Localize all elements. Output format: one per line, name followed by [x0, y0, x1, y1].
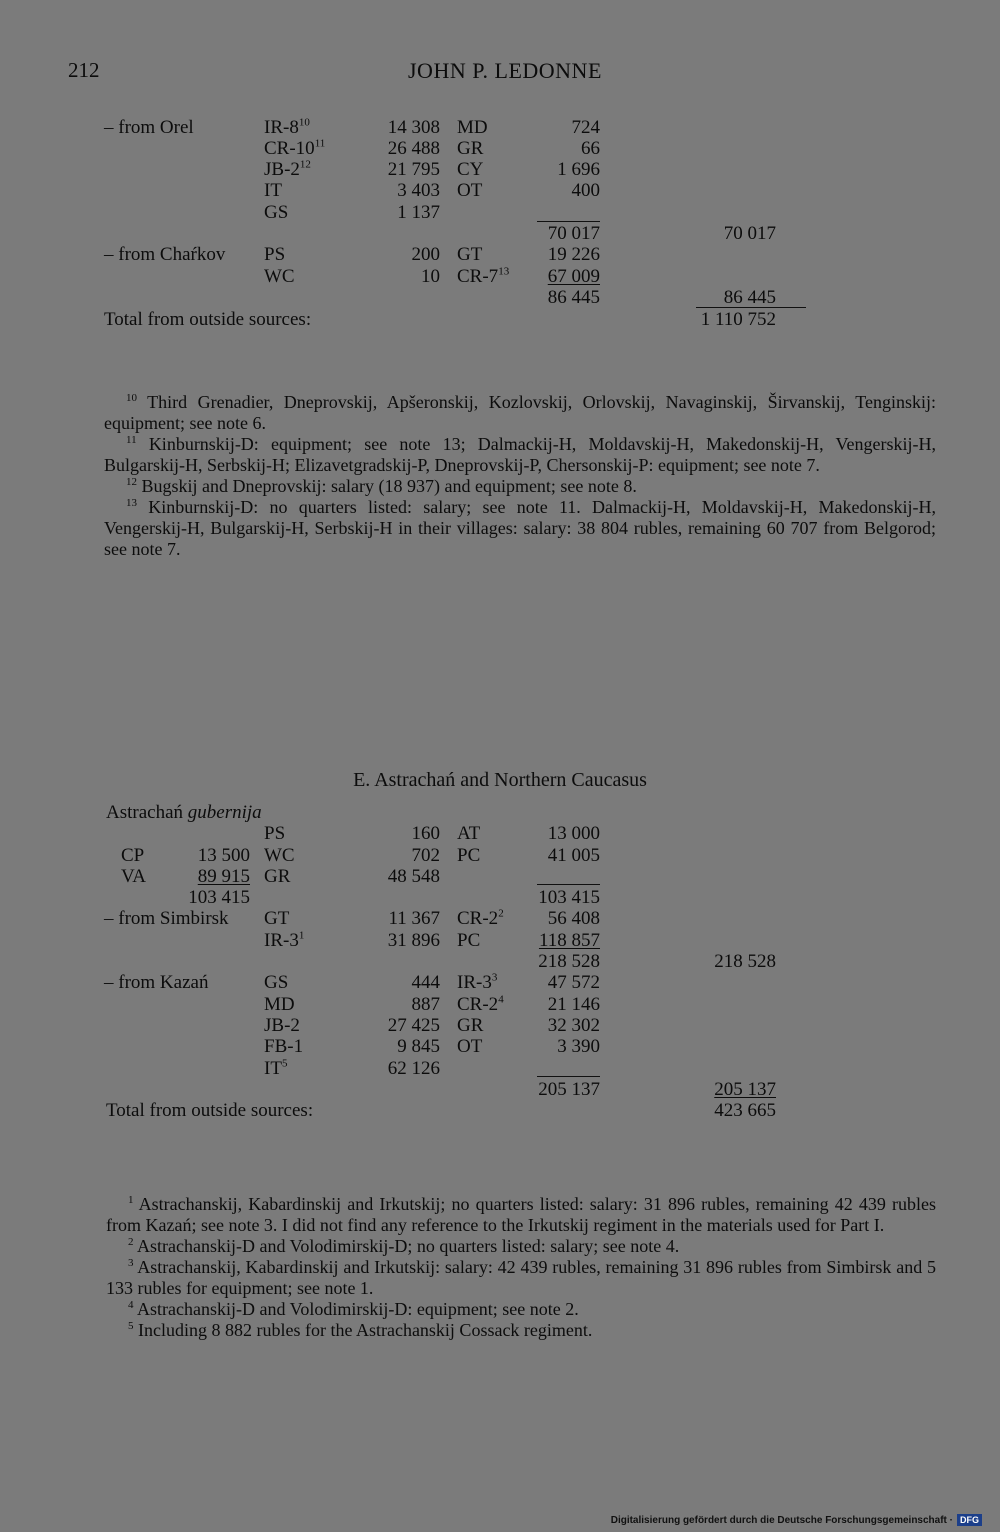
footnote: $^{12}$ Bugskij and Dneprovskij: salary (18 937) and equipment; see note 8.: [126, 476, 637, 496]
dfg-logo-icon: DFG: [957, 1514, 982, 1526]
table-cell: JB-2: [264, 1015, 300, 1036]
table-cell: 41 005: [547, 845, 600, 866]
table-cell: PC: [457, 845, 481, 866]
table-cell: 3 390: [557, 1036, 600, 1057]
grand-total: 1 110 752: [700, 309, 776, 330]
table-cell: 3 403: [397, 180, 440, 201]
sum-rule: [537, 1076, 600, 1077]
simbirsk-total: 218 528: [714, 951, 776, 972]
table-cell: IT: [264, 180, 282, 201]
kazan-subtotal: 205 137: [538, 1079, 600, 1100]
charkov-subtotal: 86 445: [547, 287, 600, 308]
table-cell: 21 795: [387, 159, 440, 180]
row-label-orel: – from Orel: [104, 117, 194, 138]
table-cell: GT: [264, 908, 290, 929]
footnote: $^1$ Astrachanskij, Kabardinskij and Irkutskij; no quarters listed: salary: 31 896 rubles, remaining 42 439 rubles from Kazań; see note 3. I did not find any reference to the Irkutskij regiment in the materials used for Part I.: [106, 1194, 936, 1235]
footnotes-1: [104, 392, 936, 560]
table-cell: 118 857: [538, 930, 600, 951]
left-sum: 103 415: [188, 887, 250, 908]
sum-rule: [537, 884, 600, 885]
footnotes-2: [106, 1194, 936, 1341]
footnote: $^5$ Including 8 882 rubles for the Astrachanskij Cossack regiment.: [128, 1320, 593, 1340]
table-cell: GT: [457, 244, 483, 265]
table-cell: 160: [411, 823, 440, 844]
footnote: $^{13}$ Kinburnskij-D: no quarters listed: salary; see note 11. Dalmackij-H, Moldavskij-H, Makedonskij-H, Vengerskij-H, Bulgarskij-H, Serbskij-H in their villages: salary: 38 804 rubles, remaining 60 707 from Belgorod; see note 7.: [104, 497, 937, 559]
table-cell: OT: [457, 1036, 483, 1057]
sum-rule: [696, 307, 806, 308]
sum-rule: [537, 221, 600, 222]
table-cell: VA: [121, 866, 146, 887]
right-sum: 103 415: [538, 887, 600, 908]
table-cell: 400: [571, 180, 600, 201]
table-cell: $IR-8^{10}$: [264, 116, 310, 138]
table-cell: GS: [264, 972, 289, 993]
table-cell: 56 408: [547, 908, 600, 929]
total-label: Total from outside sources:: [104, 309, 312, 330]
table-cell: $CR-7^{13}$: [457, 265, 510, 287]
table-cell: 200: [411, 244, 440, 265]
gubernija-label: Astrachań gubernija: [106, 802, 262, 823]
table-cell: 13 000: [547, 823, 600, 844]
page-number: 212: [68, 58, 100, 82]
table-cell: WC: [264, 266, 295, 287]
table-cell: 47 572: [547, 972, 600, 993]
table-cell: PC: [457, 930, 481, 951]
table-cell: PS: [264, 244, 286, 265]
table-cell: $CR-2^2$: [457, 907, 504, 929]
table-cell: 1 137: [397, 202, 440, 223]
table-cell: PS: [264, 823, 286, 844]
table-cell: 702: [411, 845, 440, 866]
table-cell: $IR-3^1$: [264, 929, 305, 951]
table-cell: 21 146: [547, 994, 600, 1015]
row-label-charkov: – from Chaŕkov: [104, 244, 226, 265]
charkov-total: 86 445: [723, 287, 776, 308]
footnote: $^2$ Astrachanskij-D and Volodimirskij-D; no quarters listed: salary; see note 4.: [128, 1236, 680, 1256]
table-cell: GR: [457, 138, 484, 159]
table-cell: MD: [264, 994, 295, 1015]
table-cell: 48 548: [387, 866, 440, 887]
table-cell: OT: [457, 180, 483, 201]
table-cell: 444: [411, 972, 440, 993]
table-cell: $CR-10^{11}$: [264, 137, 326, 159]
orel-subtotal: 70 017: [547, 223, 600, 244]
table-cell: 19 226: [547, 244, 600, 265]
simbirsk-subtotal: 218 528: [538, 951, 600, 972]
table-cell: CY: [457, 159, 484, 180]
table-cell: $IT^5$: [264, 1057, 288, 1079]
table-cell: $IR-3^3$: [457, 971, 498, 993]
table-cell: GR: [457, 1015, 484, 1036]
table-cell: GS: [264, 202, 289, 223]
footer-text: Digitalisierung gefördert durch die Deutsche Forschungsgemeinschaft ·: [610, 1514, 953, 1526]
table-cell: 1 696: [557, 159, 600, 180]
table-cell: 887: [411, 994, 440, 1015]
table-cell: 67 009: [547, 266, 600, 287]
table-cell: $CR-2^4$: [457, 993, 504, 1015]
table-cell: 14 308: [387, 117, 440, 138]
footnote: $^{11}$ Kinburnskij-D: equipment; see note 13; Dalmackij-H, Moldavskij-H, Makedonskij-H, Vengerskij-H, Bulgarskij-H, Serbskij-H; Elizavetgradskij-P, Dneprovskij-P, Chersonskij-P: equipment; see note 7.: [104, 434, 937, 475]
table-cell: 62 126: [387, 1058, 440, 1079]
table-cell: 10: [421, 266, 440, 287]
table-cell: 32 302: [547, 1015, 600, 1036]
table-cell: AT: [457, 823, 481, 844]
table-cell: 66: [581, 138, 600, 159]
footnote: $^{10}$ Third Grenadier, Dneprovskij, Apšeronskij, Kozlovskij, Orlovskij, Navaginskij, Širvanskij, Tenginskij: equipment; see note 6.: [104, 392, 936, 433]
table-cell: CP: [121, 845, 145, 866]
table-cell: 89 915: [197, 866, 250, 887]
orel-total: 70 017: [723, 223, 776, 244]
table-cell: 11 367: [388, 908, 440, 929]
table-cell: 9 845: [397, 1036, 440, 1057]
table-cell: 31 896: [387, 930, 440, 951]
kazan-total: 205 137: [714, 1079, 776, 1100]
row-label-kazan: – from Kazań: [104, 972, 209, 993]
table-cell: 724: [571, 117, 600, 138]
section-title: E. Astrachań and Northern Caucasus: [353, 769, 647, 791]
table-cell: WC: [264, 845, 295, 866]
table-cell: 13 500: [197, 845, 250, 866]
running-head: JOHN P. LEDONNE: [408, 58, 602, 83]
digitization-footer: [611, 1514, 982, 1526]
total-label: Total from outside sources:: [106, 1100, 314, 1121]
grand-total: 423 665: [714, 1100, 776, 1121]
table-cell: 27 425: [387, 1015, 440, 1036]
table-cell: MD: [457, 117, 488, 138]
row-label-simbirsk: – from Simbirsk: [104, 908, 229, 929]
footnote: $^3$ Astrachanskij, Kabardinskij and Irkutskij: salary: 42 439 rubles, remaining 31 896 rubles from Simbirsk and 5 133 rubles for equipment; see note 1.: [106, 1257, 936, 1298]
footnote: $^4$ Astrachanskij-D and Volodimirskij-D: equipment; see note 2.: [128, 1299, 579, 1319]
table-cell: FB-1: [264, 1036, 304, 1057]
table-cell: 26 488: [387, 138, 440, 159]
table-cell: $JB-2^{12}$: [264, 158, 311, 180]
table-cell: GR: [264, 866, 291, 887]
